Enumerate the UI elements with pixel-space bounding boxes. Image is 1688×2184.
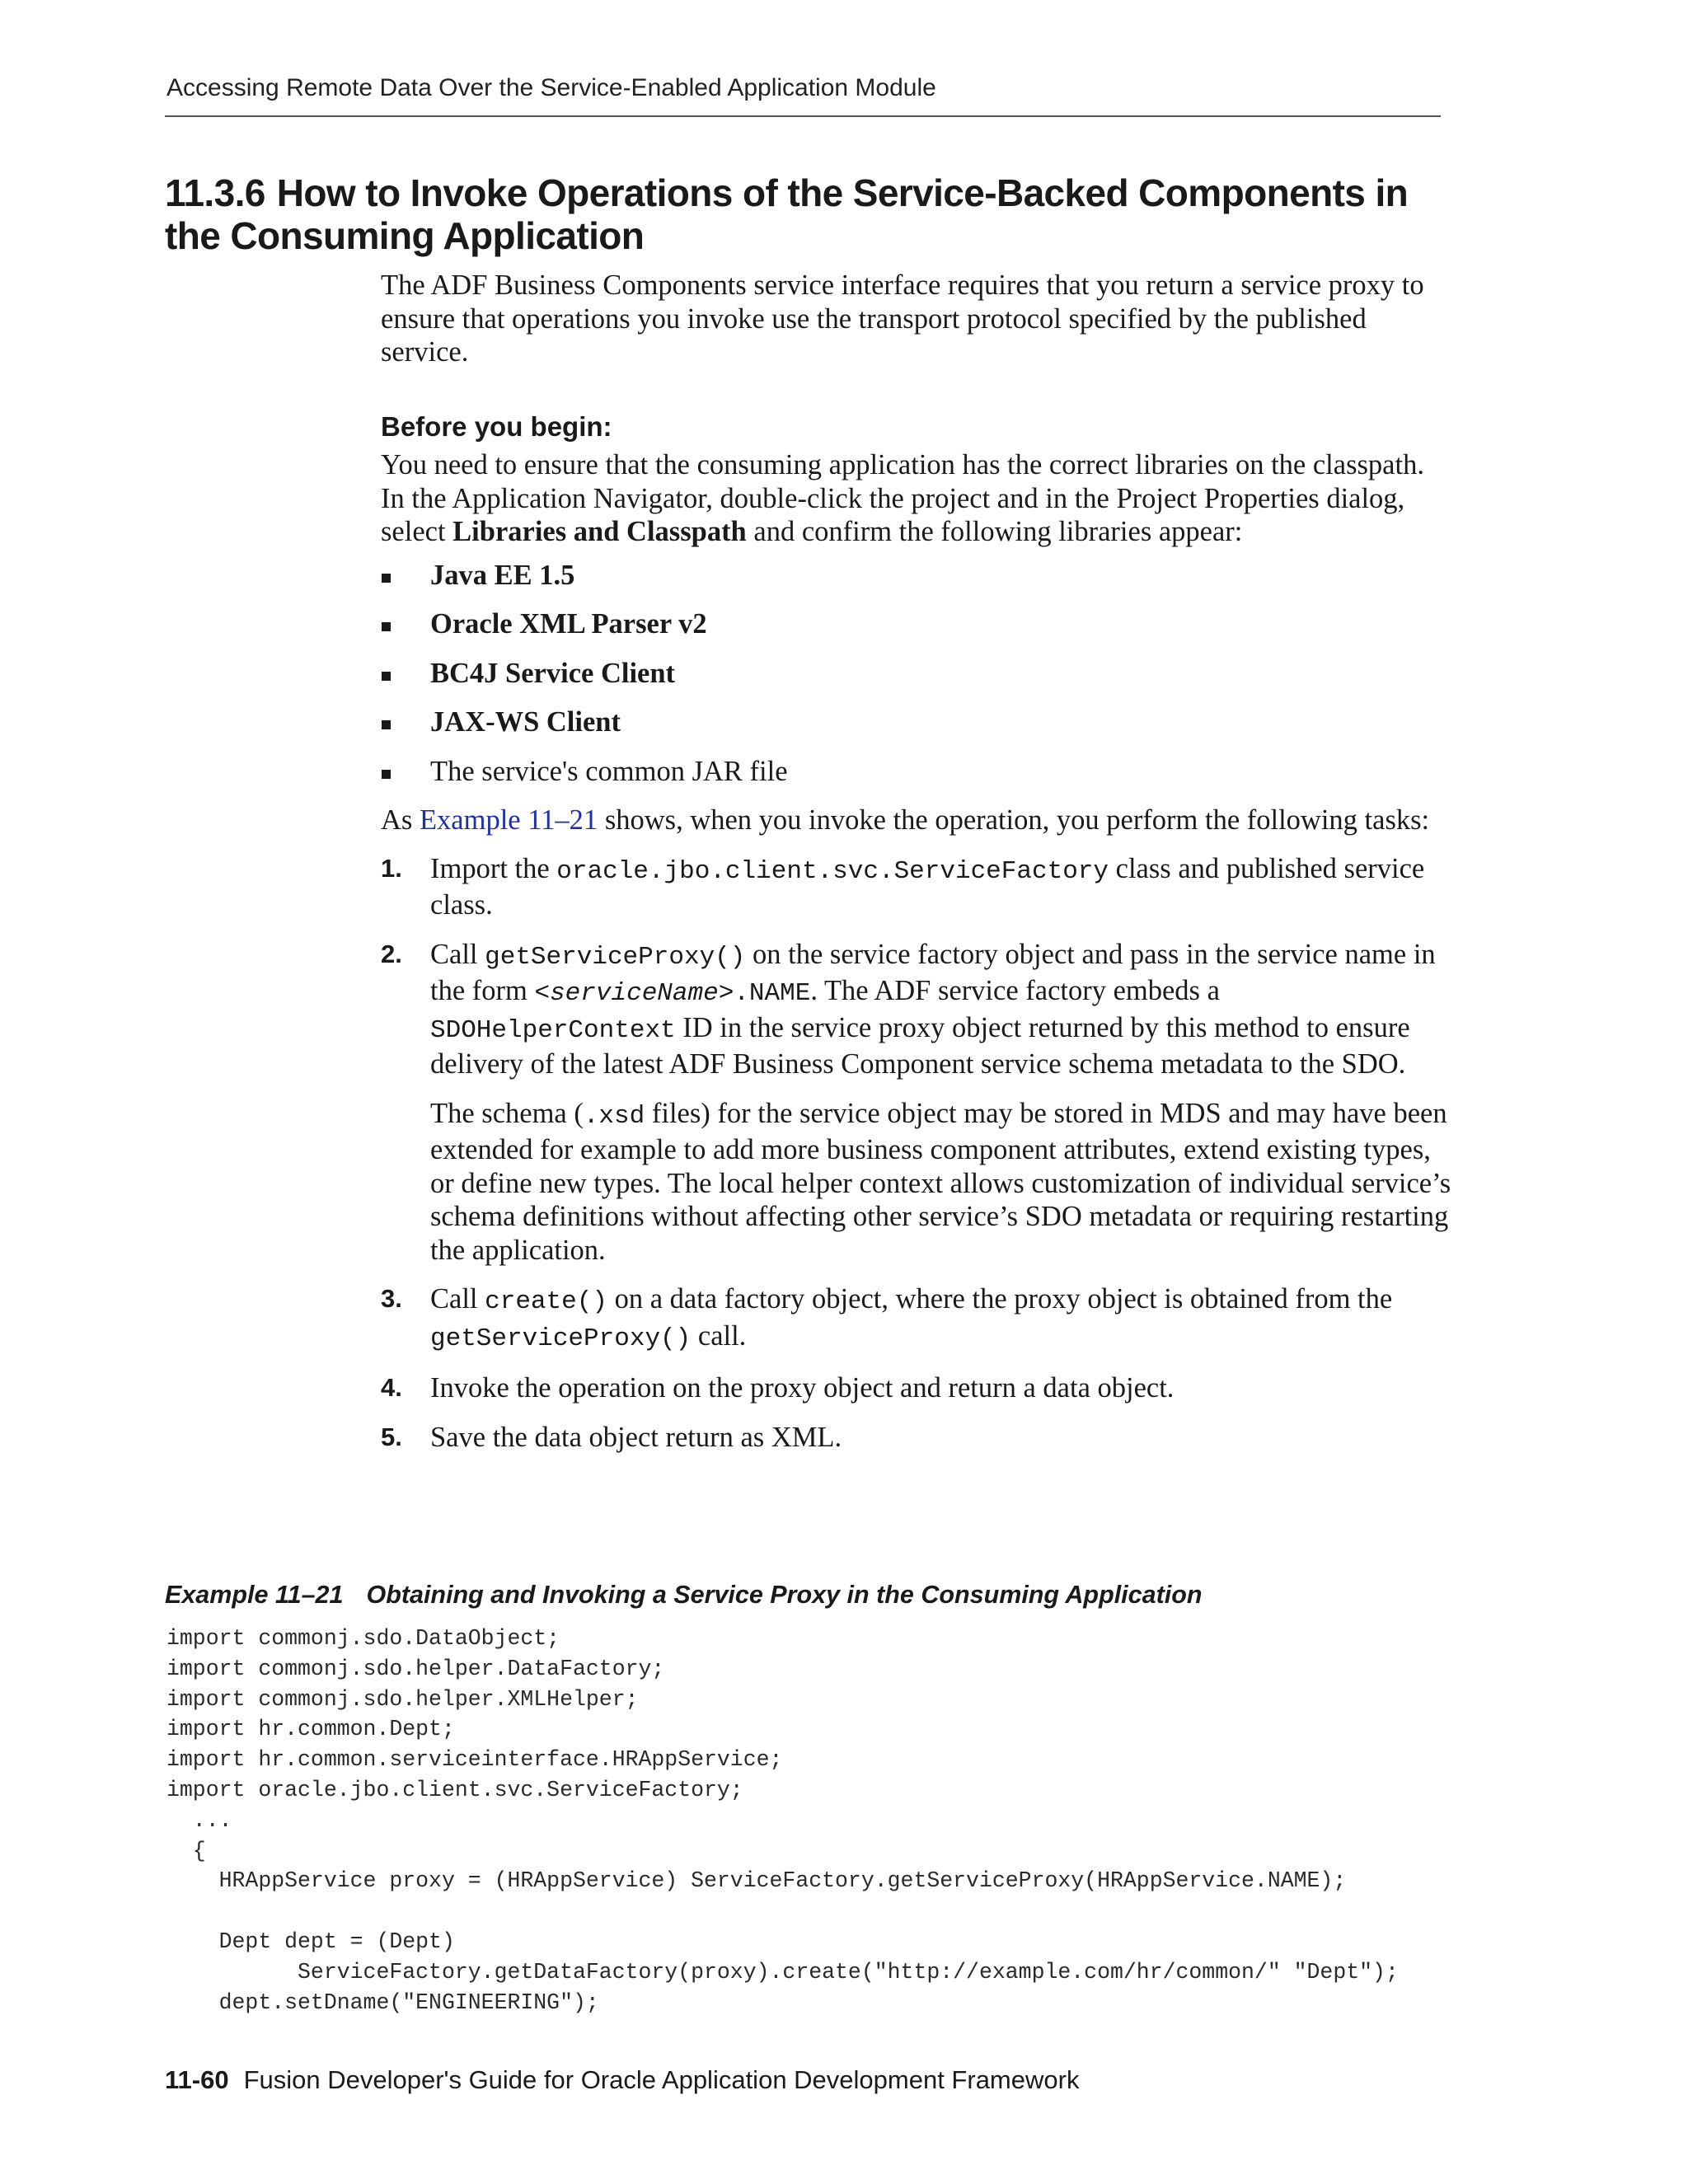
step-code: oracle.jbo.client.svc.ServiceFactory [556,856,1109,886]
book-title: Fusion Developer's Guide for Oracle Application Development Framework [243,2065,1080,2094]
step-text: . The ADF service factory embeds a [810,975,1220,1006]
step-code: .xsd [583,1101,645,1131]
step-item [381,1421,1452,1455]
library-item [381,607,1452,641]
example-number: Example 11–21 [165,1581,344,1609]
step-text: Save the data object return as XML. [430,1421,842,1453]
section-title [165,171,1451,257]
byb-libraries-classpath: Libraries and Classpath [452,516,747,547]
step-text: files) for the service object may be stored in MDS and may have been extended for example to add more business component attributes, extend existing types, or define new types. The local helper context allows customization of individual service’s schema definitions without affecting other service’s SDO metadata or requiring restarting the application. [430,1097,1451,1266]
task-steps [381,852,1452,1455]
section-title-text: How to Invoke Operations of the Service-Backed Components in the Consuming Application [165,171,1409,257]
step-text: on the service factory object and pass in the service name in the form [430,938,1436,1006]
code-listing: import commonj.sdo.DataObject; import commonj.sdo.helper.DataFactory; import commonj.sdo.helper.XMLHelper; import hr.common.Dept; import hr.common.serviceinterface.HRAppService; import oracle.jbo.client.svc.ServiceFactory; ... { HRAppService proxy = (HRAppService) ServiceFactory.getServiceProxy(HRAppService.NAME); Dept dept = (Dept) ServiceFactory.getDataFactory(proxy).create("http://example.com/hr/common/" "Dept"); dept.setDname("ENGINEERING"); [166,1626,1399,2015]
step-text: Call [430,938,485,970]
tasks-intro-after: shows, when you invoke the operation, you perform the following tasks: [598,804,1430,836]
step-text: The schema ( [430,1097,584,1129]
example-link[interactable]: Example 11–21 [419,804,598,836]
header-divider [165,115,1441,117]
step-number: 1. [381,853,402,883]
step-text: on a data factory object, where the proxy object is obtained from the [607,1283,1393,1315]
tasks-intro-paragraph [381,804,1452,837]
example-title: Obtaining and Invoking a Service Proxy in the Consuming Application [366,1581,1203,1609]
step-item [381,938,1452,1268]
body-content [381,269,1452,1469]
library-label: The service's common JAR file [430,755,788,787]
before-you-begin-heading: Before you begin: [381,410,612,442]
step-code: getServiceProxy() [485,942,746,972]
step-paragraph [430,938,1452,1081]
step-item [381,1282,1452,1356]
before-you-begin-paragraph [381,448,1452,549]
step-text: class and published service class. [430,852,1425,921]
step-text: Invoke the operation on the proxy object and return a data object. [430,1372,1175,1404]
running-header: Accessing Remote Data Over the Service-Enabled Application Module [166,74,936,101]
step-code: .NAME [734,979,811,1008]
byb-text-before: You need to ensure that the consuming application has the correct libraries on the classpath. In the Application Navigator, double-click the project and in the Project Properties dialog, select [381,449,1424,547]
tasks-intro-before: As [381,804,420,836]
intro-paragraph: The ADF Business Components service interface requires that you return a service proxy to ensure that operations you invoke use the transport protocol specified by the published service. [381,269,1424,368]
step-number: 5. [381,1422,402,1451]
page-footer [165,2065,1079,2095]
step-paragraph [430,1097,1452,1268]
byb-text-after: and confirm the following libraries appear: [746,516,1243,547]
library-list [381,559,1452,789]
step-code: <serviceName> [534,979,734,1008]
section-number: 11.3.6 [165,171,265,214]
library-label: Oracle XML Parser v2 [430,608,707,640]
library-item [381,705,1452,739]
step-number: 3. [381,1284,402,1313]
step-number: 2. [381,939,402,968]
step-code: create() [485,1287,607,1316]
library-label: Java EE 1.5 [430,559,575,591]
library-item [381,657,1452,691]
step-item [381,852,1452,922]
step-text: Import the [430,852,557,884]
step-text: ID in the service proxy object returned by this method to ensure delivery of the latest ADF Business Component service schema metadata to the SDO. [430,1011,1410,1080]
step-item [381,1371,1452,1405]
step-code: getServiceProxy() [430,1324,692,1353]
library-item [381,755,1452,789]
step-text: Call [430,1283,485,1315]
example-caption [165,1581,1451,1610]
step-number: 4. [381,1373,402,1402]
step-text: call. [691,1319,747,1352]
library-label: BC4J Service Client [430,657,676,689]
library-label: JAX-WS Client [430,706,621,738]
step-code: SDOHelperContext [430,1015,676,1045]
library-item [381,559,1452,593]
page-number: 11-60 [165,2065,229,2094]
